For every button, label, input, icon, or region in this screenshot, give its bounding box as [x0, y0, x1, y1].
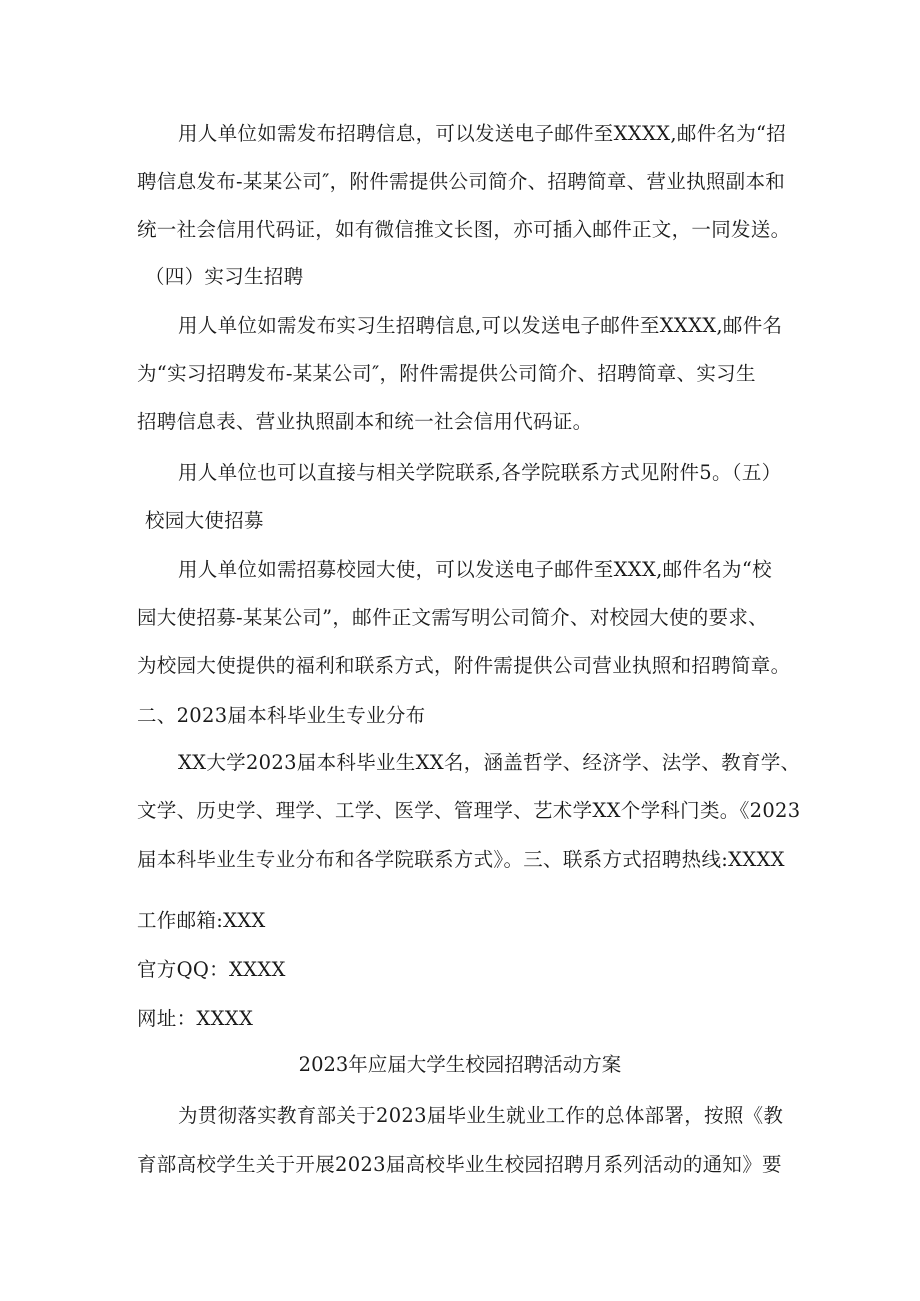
paragraph-line: 园大使招募-某某公司”，邮件正文需写明公司简介、对校园大使的要求、 — [137, 606, 768, 629]
paragraph-line: 届本科毕业生专业分布和各学院联系方式》。三、联系方式招聘热线:XXXX — [137, 848, 785, 871]
paragraph-line: 聘信息发布-某某公司″，附件需提供公司简介、招聘简章、营业执照副本和 — [137, 170, 786, 193]
section-heading: （四）实习生招聘 — [145, 265, 304, 288]
paragraph-line: 为校园大使提供的福利和联系方式，附件需提供公司营业执照和招聘简章。 — [137, 654, 791, 677]
paragraph-line: 用人单位如需发布实习生招聘信息,可以发送电子邮件至XXXX,邮件名 — [178, 314, 783, 337]
section-heading: 校园大使招募 — [145, 509, 264, 532]
section-heading: 二、2023届本科毕业生专业分布 — [137, 704, 426, 727]
paragraph-line: 招聘信息表、营业执照副本和统一社会信用代码证。 — [137, 410, 593, 433]
paragraph-line: 用人单位也可以直接与相关学院联系,各学院联系方式见附件5。（五） — [178, 461, 782, 484]
contact-email: 工作邮箱:XXX — [137, 909, 266, 932]
paragraph-line: 育部高校学生关于开展2023届高校毕业生校园招聘月系列活动的通知》要 — [137, 1153, 782, 1176]
paragraph-line: 用人单位如需发布招聘信息，可以发送电子邮件至XXXX,邮件名为“招 — [178, 122, 787, 145]
paragraph-line: 为贯彻落实教育部关于2023届毕业生就业工作的总体部署，按照《教 — [178, 1104, 784, 1127]
paragraph-line: 为“实习招聘发布-某某公司″，附件需提供公司简介、招聘简章、实习生 — [137, 362, 756, 385]
contact-website: 网址：XXXX — [137, 1007, 254, 1030]
document-title: 2023年应届大学生校园招聘活动方案 — [298, 1053, 622, 1076]
paragraph-line: XX大学2023届本科毕业生XX名，涵盖哲学、经济学、法学、教育学、 — [178, 751, 801, 774]
paragraph-line: 文学、历史学、理学、工学、医学、管理学、艺术学XX个学科门类。《2023 — [137, 799, 801, 822]
contact-qq: 官方QQ：XXXX — [137, 958, 286, 981]
paragraph-line: 统一社会信用代码证，如有微信推文长图，亦可插入邮件正文，一同发送。 — [137, 218, 791, 241]
paragraph-line: 用人单位如需招募校园大使，可以发送电子邮件至XXX,邮件名为“校 — [178, 558, 772, 581]
